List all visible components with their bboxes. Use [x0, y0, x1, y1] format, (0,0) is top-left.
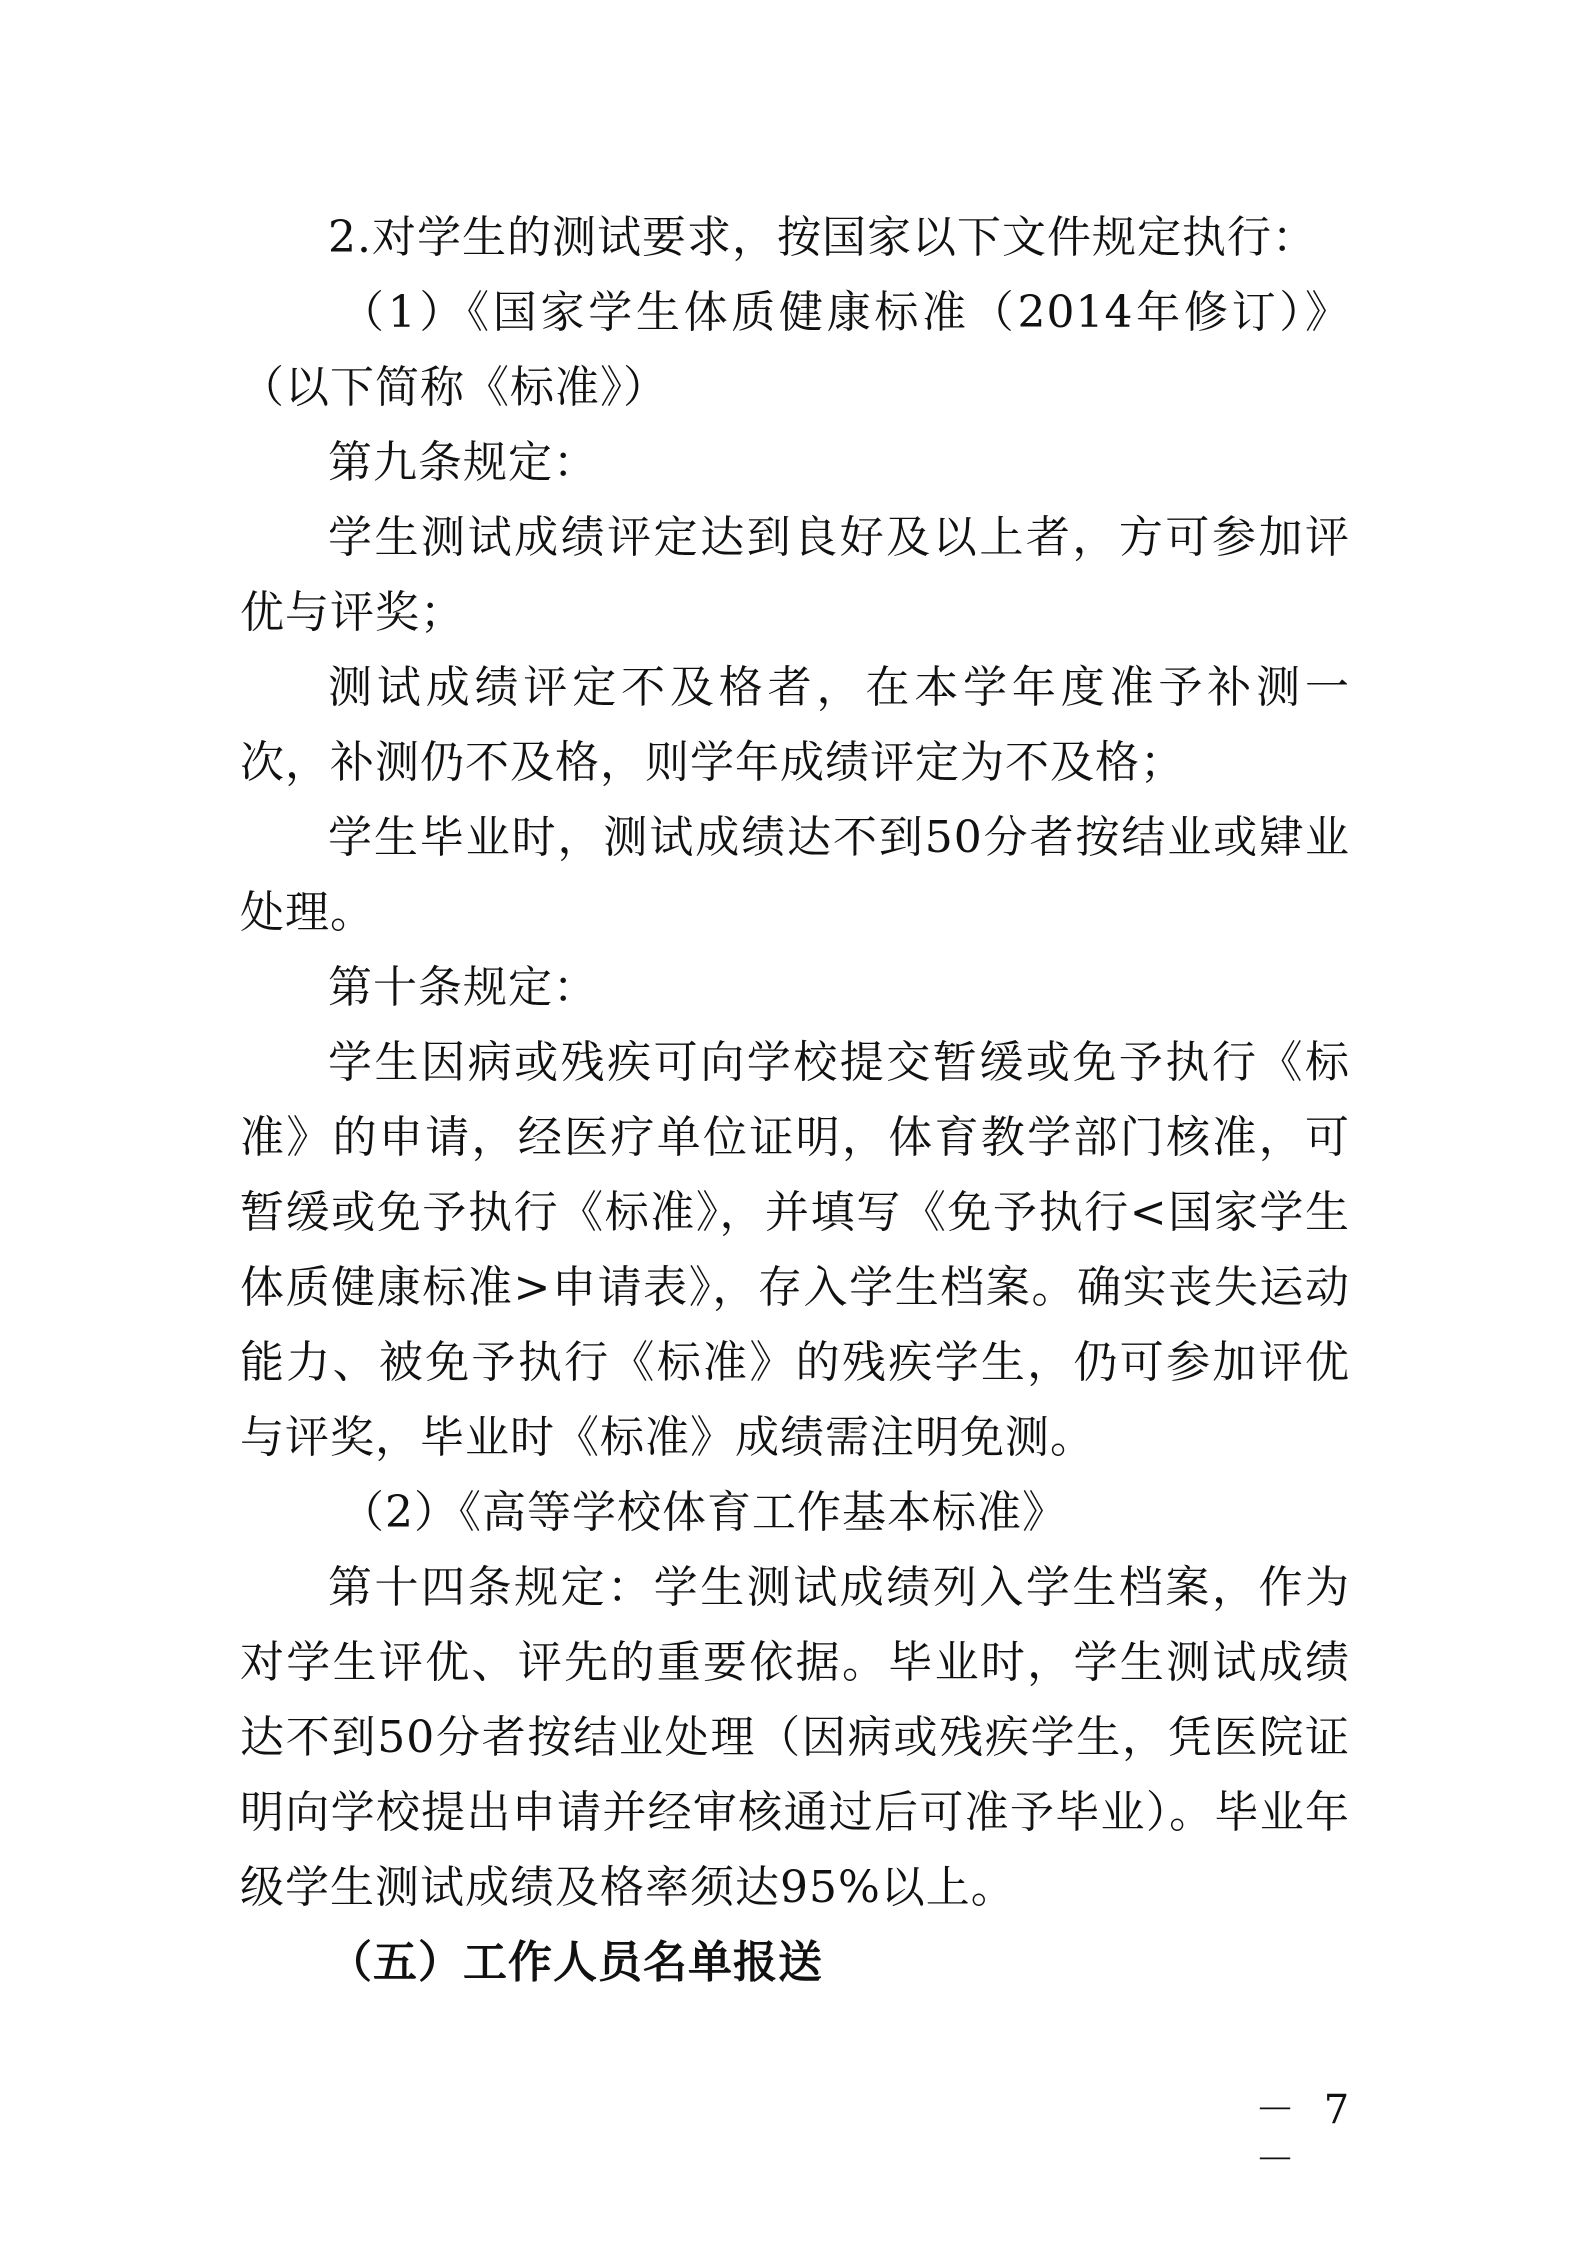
paragraph-exemption: 学生因病或残疾可向学校提交暂缓或免予执行《标准》的申请，经医疗单位证明，体育教学部门核准，可暂缓或免予执行《标准》，并填写《免予执行<国家学生体质健康标准>申请表》，存入学生档案。确实丧失运动能力、被免予执行《标准》的残疾学生，仍可参加评优与评奖，毕业时《标准》成绩需注明免测。	[240, 1037, 1350, 1463]
paragraph-standard-title: （1）《国家学生体质健康标准（2014年修订）》（以下简称《标准》）	[240, 287, 1350, 413]
paragraph-article-ten: 第十条规定：	[328, 962, 598, 1013]
paragraph-good-grade: 学生测试成绩评定达到良好及以上者，方可参加评优与评奖；	[240, 512, 1350, 638]
paragraph-fail-retest: 测试成绩评定不及格者，在本学年度准予补测一次，补测仍不及格，则学年成绩评定为不及格；	[240, 662, 1350, 788]
paragraph-article-fourteen: 第十四条规定：学生测试成绩列入学生档案，作为对学生评优、评先的重要依据。毕业时，学生测试成绩达不到50分者按结业处理（因病或残疾学生，凭医院证明向学校提出申请并经审核通过后可准予毕业）。毕业年级学生测试成绩及格率须达95%以上。	[240, 1562, 1350, 1913]
document-body	[240, 200, 1350, 2000]
page-number: － 7 －	[1255, 2087, 1358, 2183]
paragraph-higher-ed-standard: （2）《高等学校体育工作基本标准》	[340, 1487, 1067, 1538]
section-heading-staff-list: （五）工作人员名单报送	[328, 1937, 823, 1988]
paragraph-graduation-score: 学生毕业时，测试成绩达不到50分者按结业或肄业处理。	[240, 812, 1350, 938]
paragraph-test-requirements: 2.对学生的测试要求，按国家以下文件规定执行：	[328, 212, 1317, 263]
paragraph-article-nine: 第九条规定：	[328, 437, 598, 488]
